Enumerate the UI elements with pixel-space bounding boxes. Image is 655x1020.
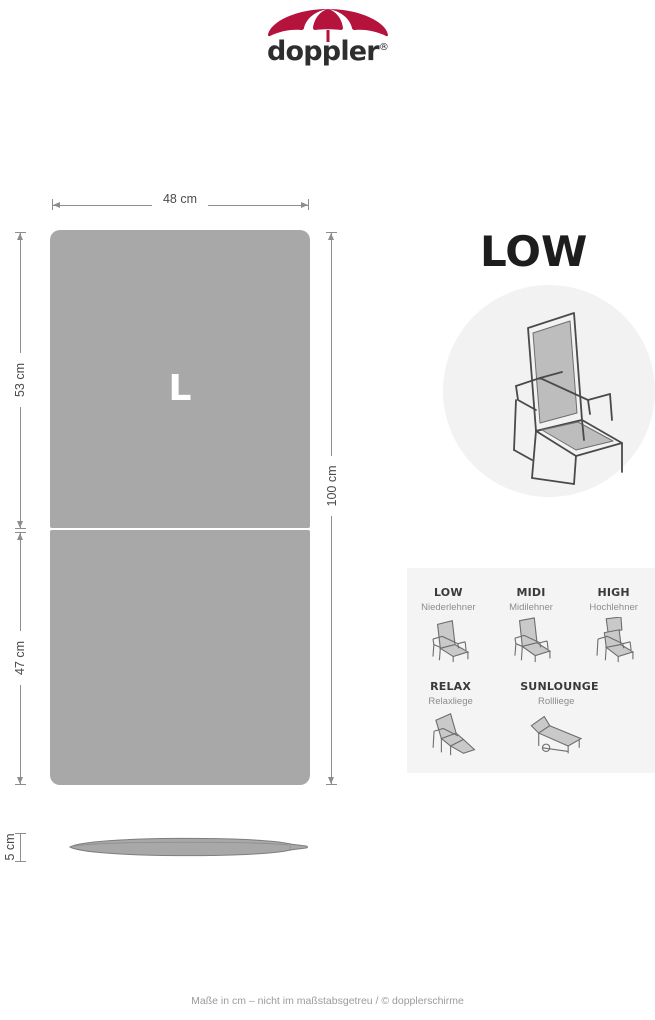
- cushion-size-letter: L: [168, 368, 192, 409]
- brand-logo: [0, 8, 655, 78]
- legend-title-relax: RELAX: [430, 680, 472, 693]
- chair-low-icon: [421, 617, 476, 663]
- dim-label-bottom-height: 47 cm: [13, 631, 27, 685]
- dim-tick-width-right: [308, 199, 309, 210]
- dim-arrow-width-left: [53, 202, 60, 208]
- legend-sub-midi: Midilehner: [509, 602, 553, 613]
- dim-tick-bottom-b: [15, 784, 26, 785]
- chair-midi-icon: [503, 617, 558, 663]
- cushion-side-profile: [50, 832, 310, 862]
- model-title: LOW: [480, 227, 588, 276]
- cushion-seat-panel: [50, 530, 310, 785]
- dim-arrow-total-down: [328, 777, 334, 784]
- brand-wordmark: doppler: [266, 36, 379, 67]
- dim-label-top-height: 53 cm: [13, 353, 27, 407]
- dim-label-width: 48 cm: [152, 192, 208, 206]
- legend-item-low[interactable]: [412, 586, 484, 668]
- legend-title-high: HIGH: [597, 586, 630, 599]
- dim-arrow-width-right: [301, 202, 308, 208]
- dim-tick-top-b: [15, 528, 26, 529]
- dim-arrow-top-up: [17, 233, 23, 240]
- chair-relax-icon: [423, 711, 478, 757]
- legend-item-relax[interactable]: [423, 680, 478, 762]
- dim-arrow-top-down: [17, 521, 23, 528]
- registered-mark: ®: [378, 42, 389, 53]
- chair-high-icon: [586, 617, 641, 663]
- legend-item-midi[interactable]: [495, 586, 567, 668]
- legend-title-low: LOW: [433, 586, 463, 599]
- dim-arrow-bottom-up: [17, 533, 23, 540]
- legend-sub-low: Niederlehner: [421, 602, 476, 613]
- dim-label-thickness: 5 cm: [3, 833, 17, 861]
- dim-label-total-height: 100 cm: [325, 456, 339, 516]
- dim-arrow-bottom-down: [17, 777, 23, 784]
- legend-item-sunlounge[interactable]: [520, 680, 599, 762]
- footer-note: Maße in cm – nicht im maßstabsgetreu / © dopplerschirme: [191, 995, 464, 1007]
- legend-title-sunlounge: SUNLOUNGE: [520, 680, 599, 693]
- legend-sub-high: Hochlehner: [589, 602, 638, 613]
- chair-low-illustration: [470, 300, 640, 485]
- legend-row-upper: [407, 586, 655, 668]
- dim-tick-total-b: [326, 784, 337, 785]
- brand-name: [248, 36, 408, 67]
- legend-row-lower: [423, 680, 599, 762]
- model-legend-panel: [407, 568, 655, 773]
- dim-arrow-total-up: [328, 233, 334, 240]
- legend-title-midi: MIDI: [516, 586, 546, 599]
- chair-sunlounge-icon: [524, 711, 588, 757]
- dim-line-thickness: [20, 833, 21, 861]
- legend-sub-sunlounge: Rollliege: [537, 696, 575, 707]
- legend-item-high[interactable]: [578, 586, 650, 668]
- legend-sub-relax: Relaxliege: [428, 696, 473, 707]
